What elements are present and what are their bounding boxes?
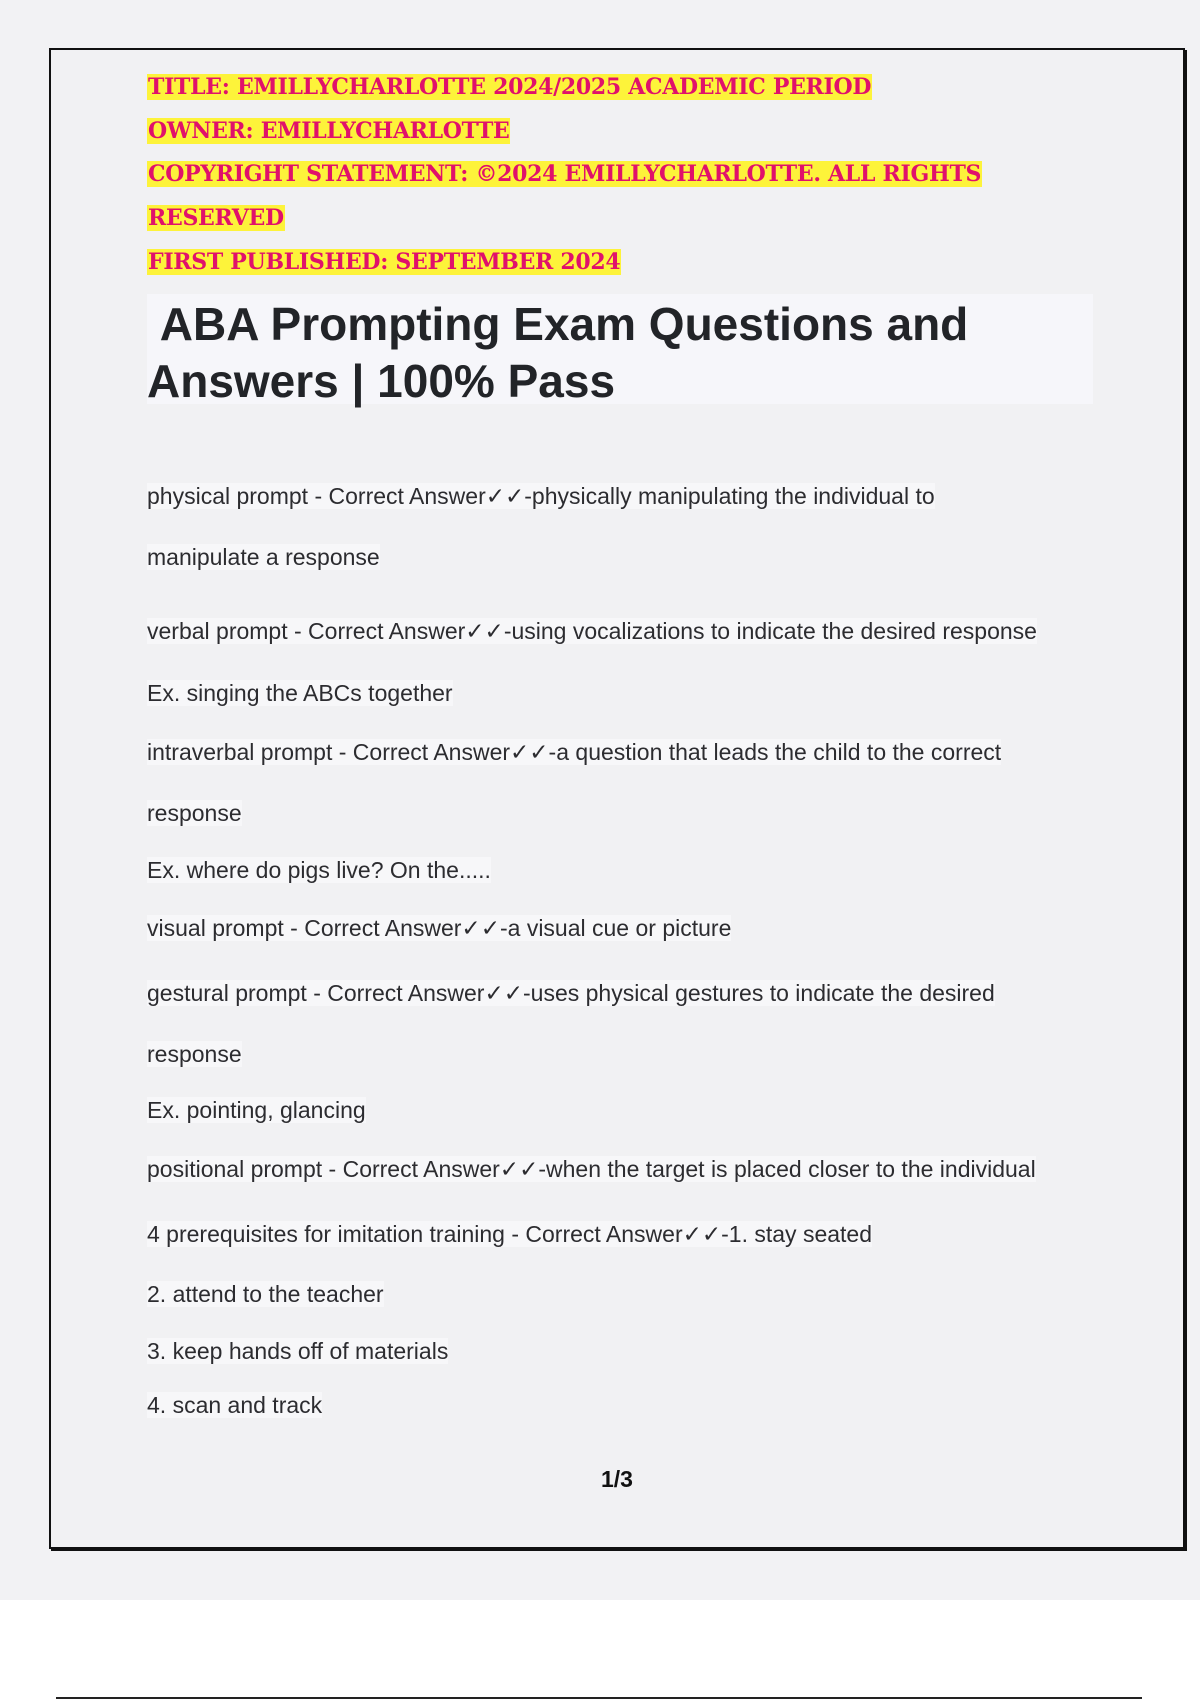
title-block (147, 294, 1093, 407)
qa-line: Ex. singing the ABCs together (147, 680, 453, 706)
qa-line: 2. attend to the teacher (147, 1281, 384, 1307)
qa-line: manipulate a response (147, 544, 380, 570)
qa-line: positional prompt - Correct Answer✓✓-when the target is placed closer to the individual (147, 1156, 1036, 1182)
document-page (49, 48, 1185, 1549)
qa-line: 3. keep hands off of materials (147, 1338, 449, 1364)
qa-line: 4. scan and track (147, 1392, 323, 1418)
qa-line: gestural prompt - Correct Answer✓✓-uses physical gestures to indicate the desired (147, 980, 995, 1006)
document-title: ABA Prompting Exam Questions and Answers | 100% Pass (147, 298, 969, 407)
page-number: 1/3 (601, 1466, 633, 1492)
qa-line: intraverbal prompt - Correct Answer✓✓-a question that leads the child to the correct (147, 739, 1002, 765)
meta-title-line: TITLE: EMILLYCHARLOTTE 2024/2025 ACADEMIC PERIOD (148, 74, 872, 100)
next-page-edge (56, 1697, 1142, 1699)
meta-copyright-line: COPYRIGHT STATEMENT: ©2024 EMILLYCHARLOTTE. ALL RIGHTS (148, 161, 982, 187)
qa-line: Ex. pointing, glancing (147, 1097, 366, 1123)
qa-line: 4 prerequisites for imitation training - Correct Answer✓✓-1. stay seated (147, 1221, 873, 1247)
qa-line: physical prompt - Correct Answer✓✓-physically manipulating the individual to (147, 483, 935, 509)
qa-line: verbal prompt - Correct Answer✓✓-using vocalizations to indicate the desired response (147, 618, 1037, 644)
qa-line: Ex. where do pigs live? On the..... (147, 857, 491, 883)
qa-line: visual prompt - Correct Answer✓✓-a visual cue or picture (147, 915, 732, 941)
qa-line: response (147, 1041, 242, 1067)
meta-owner-line: OWNER: EMILLYCHARLOTTE (148, 118, 510, 144)
meta-copyright-line-cont: RESERVED (148, 205, 284, 231)
qa-line: response (147, 800, 242, 826)
meta-published-line: FIRST PUBLISHED: SEPTEMBER 2024 (148, 249, 621, 275)
